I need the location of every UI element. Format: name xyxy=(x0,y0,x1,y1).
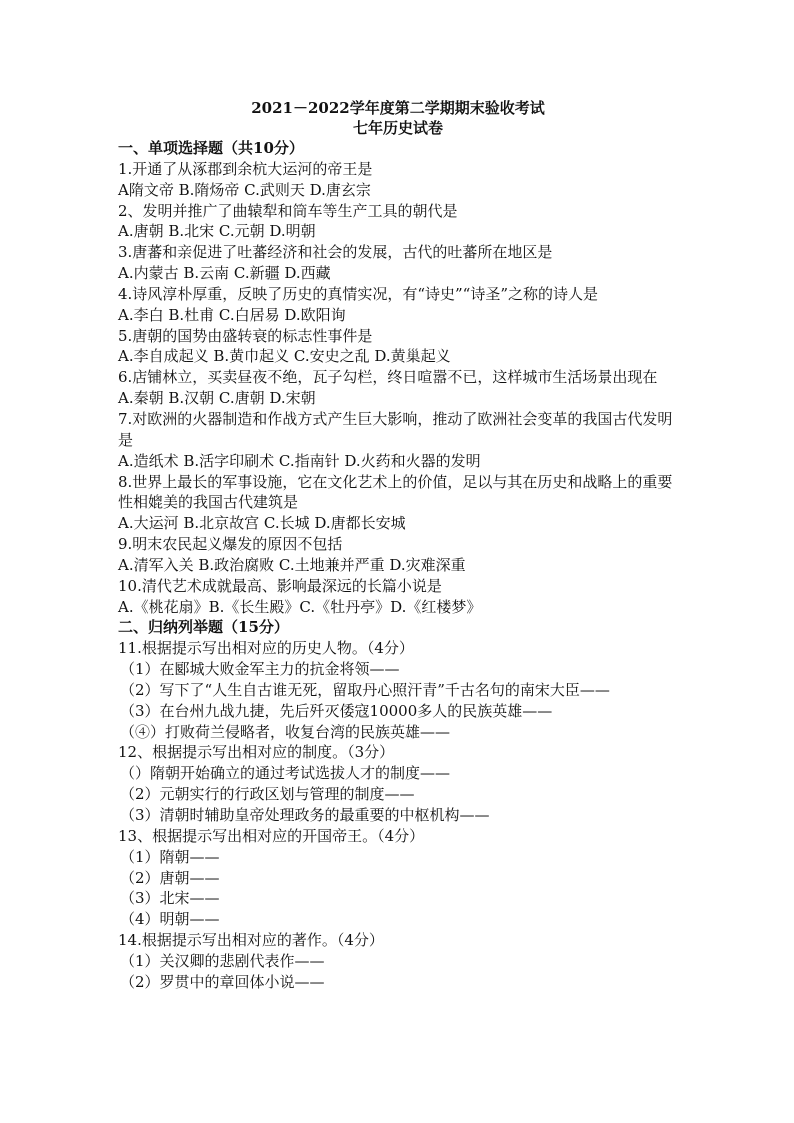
question-12-item: （）隋朝开始确立的通过考试选拔人才的制度—— xyxy=(120,764,451,783)
exam-page xyxy=(118,98,678,993)
question-12: 12、根据提示写出相对应的制度。（3分） xyxy=(118,743,395,762)
question-3-options: A.内蒙古 B.云南 C.新疆 D.西藏 xyxy=(118,264,331,283)
question-2: 2、发明并推广了曲辕犁和筒车等生产工具的朝代是 xyxy=(118,201,458,220)
question-14: 14.根据提示写出相对应的著作。（4分） xyxy=(118,931,384,950)
question-10: 10.清代艺术成就最高、影响最深远的长篇小说是 xyxy=(118,576,442,595)
question-8-options: A.大运河 B.北京故宫 C.长城 D.唐都长安城 xyxy=(118,514,406,533)
question-11-item: （④）打败荷兰侵略者，收复台湾的民族英雄—— xyxy=(120,722,451,741)
question-13: 13、根据提示写出相对应的开国帝王。（4分） xyxy=(118,826,425,845)
question-10-options: A.《桃花扇》B.《长生殿》C.《牡丹亭》D.《红楼梦》 xyxy=(118,597,482,616)
question-6: 6.店铺林立，买卖昼夜不绝，瓦子勾栏，终日喧嚣不已，这样城市生活场景出现在 xyxy=(118,368,658,387)
section-1-heading: 一、单项选择题（共10分） xyxy=(118,139,304,157)
question-3: 3.唐蕃和亲促进了吐蕃经济和社会的发展，古代的吐蕃所在地区是 xyxy=(118,243,553,262)
question-4: 4.诗风淳朴厚重，反映了历史的真情实况，有“诗史”“诗圣”之称的诗人是 xyxy=(118,284,598,303)
question-5: 5.唐朝的国势由盛转衰的标志性事件是 xyxy=(118,326,373,345)
question-13-item: （2）唐朝—— xyxy=(120,868,220,887)
question-7: 7.对欧洲的火器制造和作战方式产生巨大影响，推动了欧洲社会变革的我国古代发明是 xyxy=(118,409,673,449)
question-14-item: （1）关汉卿的悲剧代表作—— xyxy=(120,951,325,970)
question-6-options: A.秦朝 B.汉朝 C.唐朝 D.宋朝 xyxy=(118,389,316,408)
question-11: 11.根据提示写出相对应的历史人物。（4分） xyxy=(118,639,414,658)
question-11-item: （1）在郾城大败金军主力的抗金将领—— xyxy=(120,660,400,679)
question-13-item: （1）隋朝—— xyxy=(120,847,220,866)
question-14-item: （2）罗贯中的章回体小说—— xyxy=(120,972,325,991)
question-1-options: A隋文帝 B.隋炀帝 C.武则天 D.唐玄宗 xyxy=(118,180,371,199)
question-8: 8.世界上最长的军事设施，它在文化艺术上的价值，足以与其在历史和战略上的重要性相媲美的我国古代建筑是 xyxy=(118,472,673,512)
exam-title: 2021－2022学年度第二学期期末验收考试 xyxy=(251,99,545,117)
section-2-heading: 二、归纳列举题（15分） xyxy=(118,618,289,637)
question-7-options: A.造纸术 B.活字印刷术 C.指南针 D.火药和火器的发明 xyxy=(118,451,481,470)
exam-subtitle: 七年历史试卷 xyxy=(352,119,443,137)
question-12-item: （2）元朝实行的行政区划与管理的制度—— xyxy=(120,785,415,804)
question-11-item: （3）在台州九战九捷，先后歼灭倭寇10000多人的民族英雄—— xyxy=(120,701,553,720)
question-2-options: A.唐朝 B.北宋 C.元朝 D.明朝 xyxy=(118,222,316,241)
question-12-item: （3）清朝时辅助皇帝处理政务的最重要的中枢机构—— xyxy=(120,806,490,824)
question-13-item: （3）北宋—— xyxy=(120,889,220,908)
question-1: 1.开通了从涿郡到余杭大运河的帝王是 xyxy=(118,159,373,178)
question-9: 9.明末农民起义爆发的原因不包括 xyxy=(118,535,343,554)
question-11-item: （2）写下了“人生自古谁无死，留取丹心照汗青”千古名句的南宋大臣—— xyxy=(120,680,610,699)
question-9-options: A.清军入关 B.政治腐败 C.土地兼并严重 D.灾难深重 xyxy=(118,555,466,574)
question-4-options: A.李白 B.杜甫 C.白居易 D.欧阳询 xyxy=(118,305,346,324)
question-13-item: （4）明朝—— xyxy=(120,910,220,929)
question-5-options: A.李自成起义 B.黄巾起义 C.安史之乱 D.黄巢起义 xyxy=(118,347,451,366)
